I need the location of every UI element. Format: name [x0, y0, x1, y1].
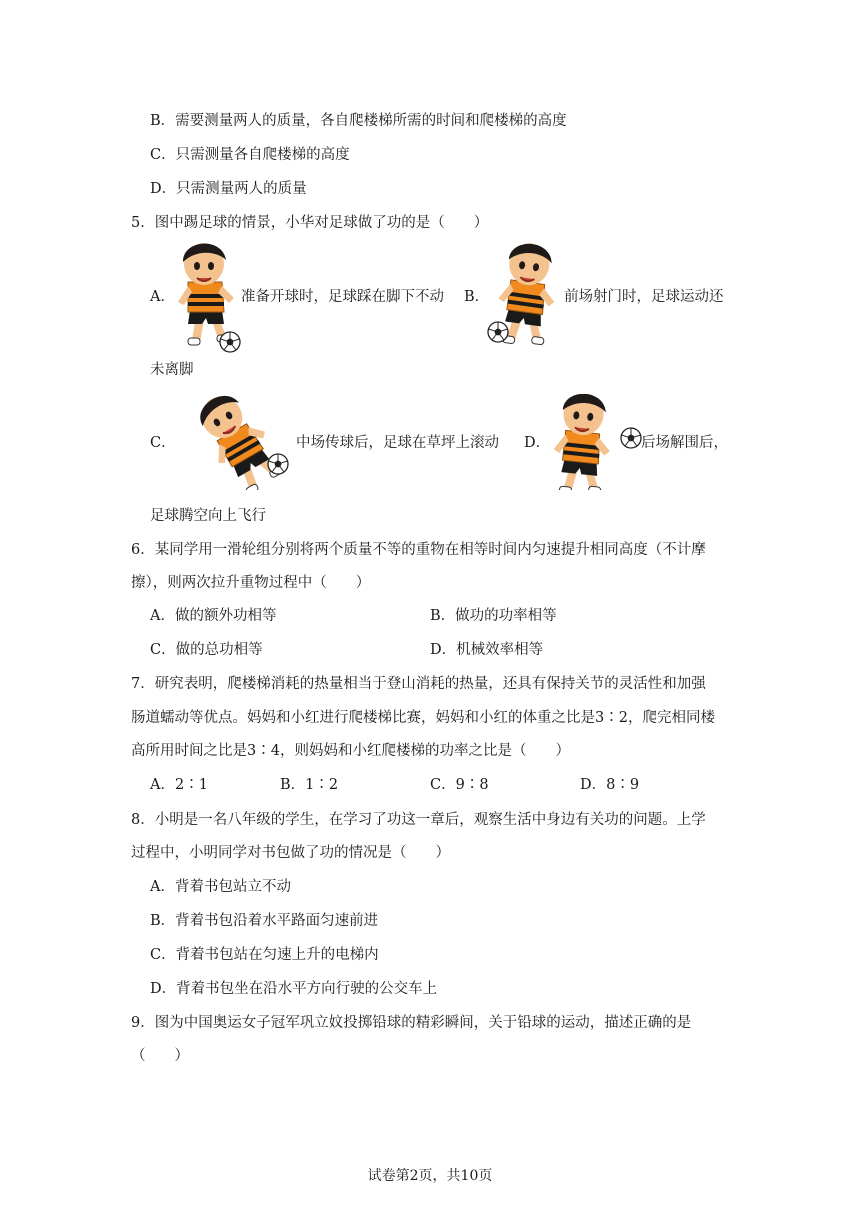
q5-option-b-label: B． [464, 289, 490, 305]
q5-option-c-image [170, 394, 298, 490]
q9-stem-line1: 9．图为中国奥运女子冠军巩立妏投掷铅球的精彩瞬间，关于铅球的运动，描述正确的是 [131, 1015, 692, 1031]
q5-option-c-label: C． [150, 435, 176, 451]
q9-stem-line2: （ ） [131, 1048, 189, 1064]
q4-option-b: B．需要测量两人的质量，各自爬楼梯所需的时间和爬楼梯的高度 [150, 113, 567, 129]
q5-option-b-image [482, 240, 562, 352]
q7-option-a: A．2∶1 [150, 777, 208, 793]
q5-option-d-text: 后场解围后， [641, 435, 728, 451]
q7-option-c: C．9∶8 [430, 777, 489, 793]
q7-option-b: B．1∶2 [280, 777, 339, 793]
q6-option-b: B．做功的功率相等 [430, 608, 557, 624]
q8-stem-line1: 8．小明是一名八年级的学生，在学习了功这一章后，观察生活中身边有关功的问题。上学 [131, 812, 706, 828]
q6-option-d: D．机械效率相等 [430, 642, 544, 658]
q6-stem-line2: 擦），则两次拉升重物过程中（ ） [131, 575, 371, 591]
q8-option-d: D．背着书包坐在沿水平方向行驶的公交车上 [150, 981, 438, 997]
q5-option-b-text-cont: 未离脚 [150, 362, 194, 378]
q5-option-d-image [545, 394, 645, 490]
q5-option-a-image [170, 240, 248, 356]
q5-option-d-text-cont: 足球腾空向上飞行 [150, 508, 266, 524]
q5-option-a-text: 准备开球时，足球踩在脚下不动 [241, 289, 444, 305]
q6-option-c: C．做的总功相等 [150, 642, 263, 658]
q7-stem-line2: 肠道蠕动等优点。妈妈和小红进行爬楼梯比赛，妈妈和小红的体重之比是3∶2，爬完相同楼 [131, 710, 715, 726]
q5-option-d-label: D． [524, 435, 551, 451]
q8-option-a: A．背着书包站立不动 [150, 879, 291, 895]
q7-option-d: D．8∶9 [580, 777, 640, 793]
q4-option-c: C．只需测量各自爬楼梯的高度 [150, 147, 350, 163]
page-footer: 试卷第2页，共10页 [367, 1168, 493, 1184]
q7-stem-line1: 7．研究表明，爬楼梯消耗的热量相当于登山消耗的热量，还具有保持关节的灵活性和加强 [131, 676, 706, 692]
q6-option-a: A．做的额外功相等 [150, 608, 277, 624]
q7-stem-line3: 高所用时间之比是3∶4，则妈妈和小红爬楼梯的功率之比是（ ） [131, 743, 570, 759]
q4-option-d: D．只需测量两人的质量 [150, 181, 307, 197]
q6-stem-line1: 6．某同学用一滑轮组分别将两个质量不等的重物在相等时间内匀速提升相同高度（不计摩 [131, 542, 706, 558]
q5-option-c-text: 中场传球后，足球在草坪上滚动 [296, 435, 499, 451]
q8-option-c: C．背着书包站在匀速上升的电梯内 [150, 947, 379, 963]
q8-stem-line2: 过程中，小明同学对书包做了功的情况是（ ） [131, 845, 450, 861]
q8-option-b: B．背着书包沿着水平路面匀速前进 [150, 913, 379, 929]
q5-option-a-label: A． [150, 289, 175, 305]
q5-option-b-text: 前场射门时，足球运动还 [564, 289, 724, 305]
q5-stem: 5．图中踢足球的情景，小华对足球做了功的是（ ） [131, 215, 489, 231]
